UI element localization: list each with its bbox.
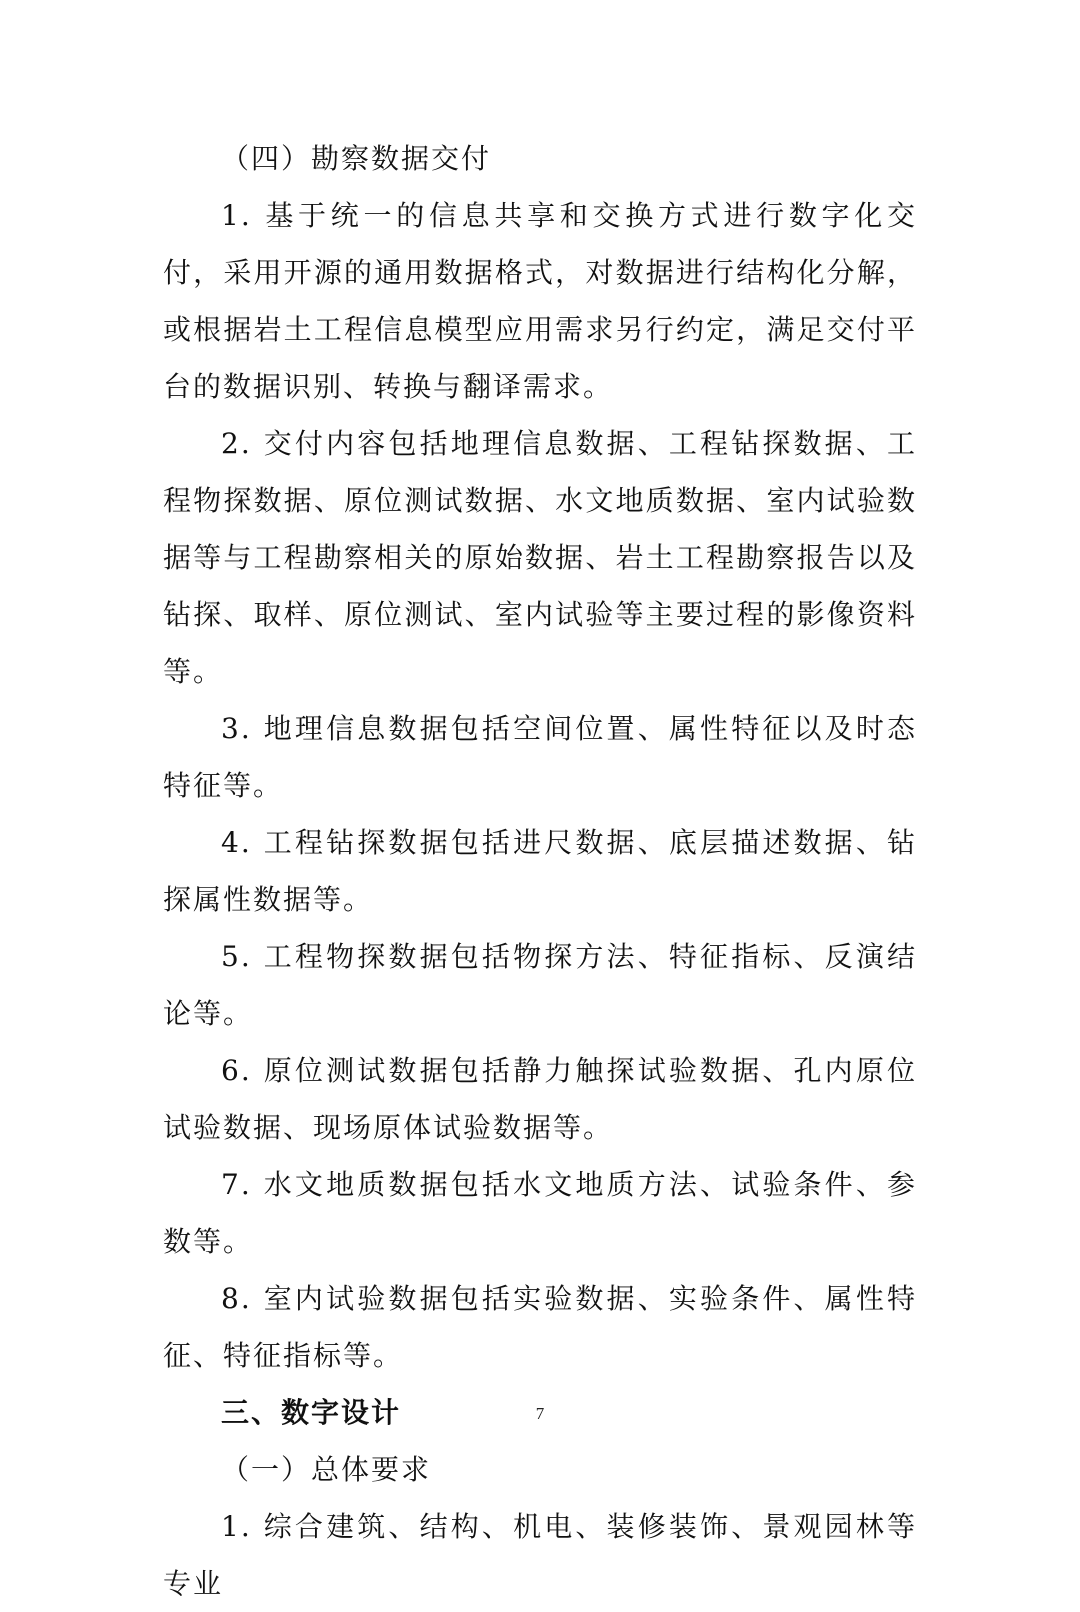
paragraph: 3. 地理信息数据包括空间位置、属性特征以及时态特征等。 [163,712,917,802]
paragraph: 7. 水文地质数据包括水文地质方法、试验条件、参数等。 [163,1168,917,1258]
paragraph: 8. 室内试验数据包括实验数据、实验条件、属性特征、特征指标等。 [163,1282,917,1372]
page-content [163,130,917,1612]
section-heading: （四）勘察数据交付 [221,142,492,175]
chapter-subheading: （一）总体要求 [221,1453,432,1486]
chapter-heading: 三、数字设计 [221,1396,402,1429]
paragraph: 6. 原位测试数据包括静力触探试验数据、孔内原位试验数据、现场原体试验数据等。 [163,1054,917,1144]
paragraph: 5. 工程物探数据包括物探方法、特征指标、反演结论等。 [163,940,917,1030]
paragraph: 2. 交付内容包括地理信息数据、工程钻探数据、工程物探数据、原位测试数据、水文地质数据、室内试验数据等与工程勘察相关的原始数据、岩土工程勘察报告以及钻探、取样、原位测试、室内试验等主要过程的影像资料等。 [163,427,917,688]
page-number: 7 [535,1404,545,1423]
paragraph: 1. 综合建筑、结构、机电、装修装饰、景观园林等专业 [163,1510,917,1600]
paragraph: 1. 基于统一的信息共享和交换方式进行数字化交付，采用开源的通用数据格式，对数据进行结构化分解，或根据岩土工程信息模型应用需求另行约定，满足交付平台的数据识别、转换与翻译需求。 [163,199,917,403]
paragraph: 4. 工程钻探数据包括进尺数据、底层描述数据、钻探属性数据等。 [163,826,917,916]
